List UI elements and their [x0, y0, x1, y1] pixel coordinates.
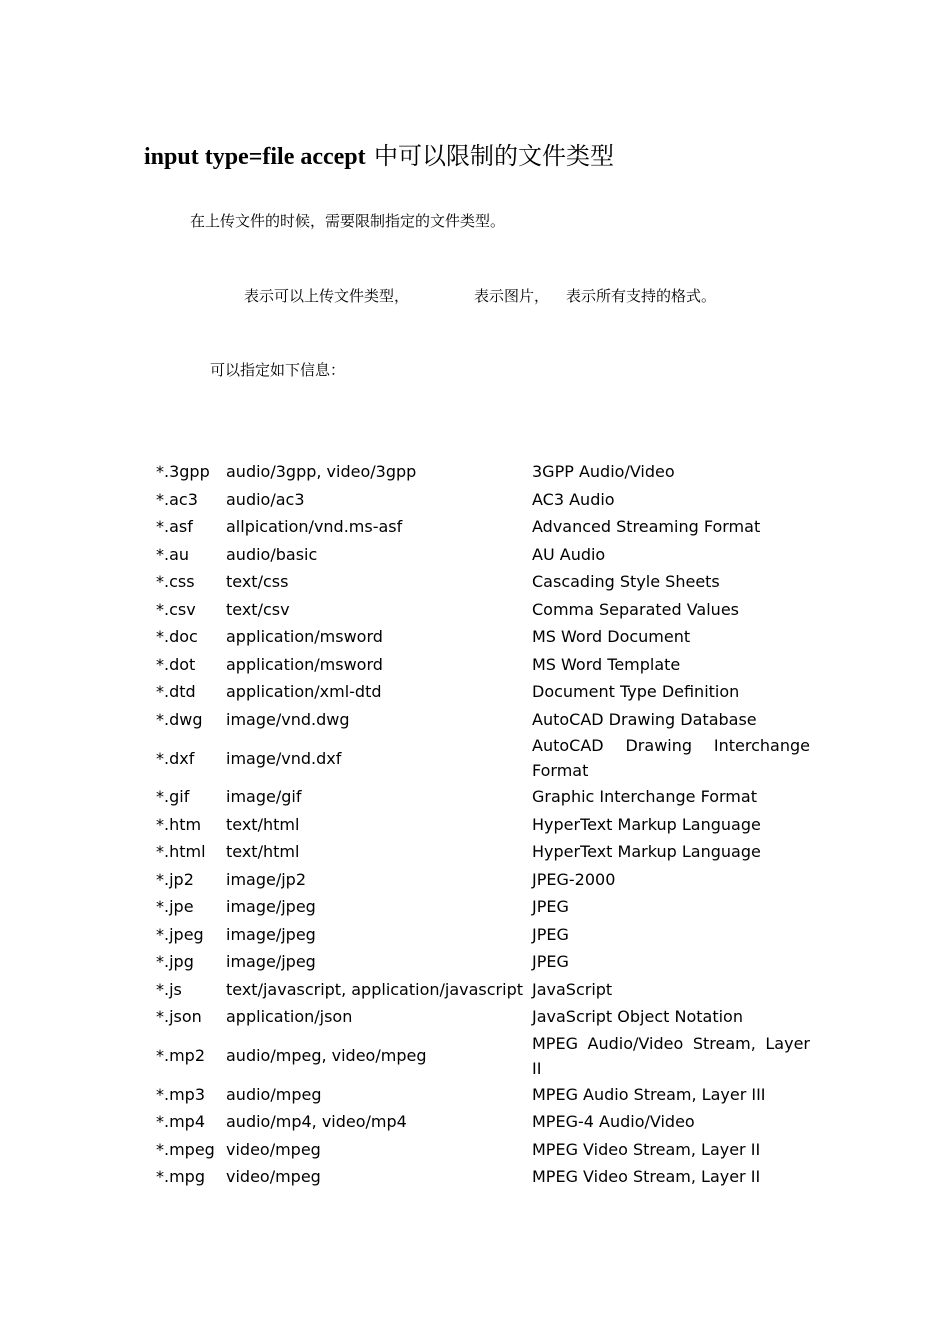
description-cell: MPEG Video Stream, Layer II [532, 1167, 761, 1187]
description-cell: JPEG [532, 952, 569, 972]
table-row [156, 513, 810, 541]
table-row [156, 921, 810, 949]
description-cell: JavaScript [532, 979, 613, 999]
description-cell: 3GPP Audio/Video [532, 462, 675, 482]
page-title [144, 136, 614, 171]
mime-type-cell: text/css [226, 572, 289, 592]
extension-cell: *.htm [156, 814, 202, 834]
table-row [156, 811, 810, 839]
note-part-2: 表示图片， [474, 287, 550, 305]
mime-type-cell: audio/ac3 [226, 489, 305, 509]
table-row [156, 1081, 810, 1109]
mime-type-cell: video/mpeg [226, 1167, 321, 1187]
description-cell: MS Word Template [532, 654, 681, 674]
description-cell: MPEG Video Stream, Layer II [532, 1139, 761, 1159]
lead-paragraph: 可以指定如下信息： [210, 361, 346, 379]
table-row [156, 783, 810, 811]
mime-type-cell: audio/mpeg, video/mpeg [226, 1046, 427, 1065]
mime-type-cell: application/xml-dtd [226, 682, 382, 702]
description-cell: JavaScript Object Notation [532, 1007, 743, 1027]
description-cell: Document Type Definition [532, 682, 740, 702]
description-cell: MPEG Audio Stream, Layer III [532, 1084, 766, 1104]
table-row [156, 568, 810, 596]
extension-cell: *.3gpp [156, 462, 210, 482]
mime-type-cell: application/json [226, 1007, 353, 1027]
mime-type-cell: audio/3gpp, video/3gpp [226, 462, 417, 482]
intro-paragraph: 在上传文件的时候，需要限制指定的文件类型。 [190, 212, 506, 230]
table-row [156, 1163, 810, 1191]
extension-cell: *.csv [156, 599, 196, 619]
extension-cell: *.jp2 [156, 869, 194, 889]
mime-type-cell: image/jpeg [226, 897, 316, 917]
mime-type-cell: text/csv [226, 599, 290, 619]
extension-cell: *.mpeg [156, 1139, 215, 1159]
title-english: input type=file accept [144, 144, 366, 170]
table-row [156, 733, 810, 783]
description-cell: JPEG [532, 924, 569, 944]
extension-cell: *.mp2 [156, 1046, 206, 1065]
table-row [156, 976, 810, 1004]
description-cell: JPEG [532, 897, 569, 917]
extension-cell: *.jpg [156, 952, 194, 972]
mime-type-cell: audio/basic [226, 544, 318, 564]
table-row [156, 866, 810, 894]
extension-cell: *.dxf [156, 748, 195, 768]
mime-type-cell: allpication/vnd.ms-asf [226, 517, 403, 537]
title-chinese: 中可以限制的文件类型 [374, 142, 615, 170]
table-row [156, 1108, 810, 1136]
extension-cell: *.jpe [156, 897, 194, 917]
table-row [156, 596, 810, 624]
description-cell: JPEG-2000 [532, 869, 616, 889]
extension-cell: *.js [156, 979, 182, 999]
extension-cell: *.json [156, 1007, 202, 1027]
extension-cell: *.mp4 [156, 1112, 206, 1132]
extension-cell: *.mp3 [156, 1084, 206, 1104]
mime-type-cell: text/html [226, 842, 300, 862]
mime-type-cell: audio/mpeg [226, 1084, 322, 1104]
description-cell: MS Word Document [532, 627, 691, 647]
description-cell: HyperText Markup Language [532, 842, 761, 862]
note-part-1: 表示可以上传文件类型， [244, 287, 410, 305]
mime-type-cell: image/jp2 [226, 869, 307, 889]
table-row [156, 458, 810, 486]
extension-cell: *.mpg [156, 1167, 205, 1187]
mime-type-cell: image/gif [226, 787, 302, 807]
table-row [156, 1031, 810, 1081]
table-row [156, 1136, 810, 1164]
mime-type-cell: application/msword [226, 627, 383, 647]
mime-type-cell: image/jpeg [226, 952, 316, 972]
description-cell: Comma Separated Values [532, 599, 739, 619]
extension-cell: *.ac3 [156, 489, 198, 509]
extension-cell: *.gif [156, 787, 190, 807]
extension-cell: *.dot [156, 654, 196, 674]
extension-cell: *.html [156, 842, 206, 862]
description-cell: Advanced Streaming Format [532, 517, 761, 537]
file-type-table-body [156, 458, 810, 1191]
mime-type-cell: image/vnd.dxf [226, 748, 342, 768]
description-cell: Graphic Interchange Format [532, 787, 757, 807]
mime-type-cell: text/javascript, application/javascript [226, 979, 524, 999]
description-cell: MPEG Audio/Video Stream, Layer II [532, 1033, 810, 1078]
description-cell: HyperText Markup Language [532, 814, 761, 834]
file-type-table [156, 458, 810, 1191]
table-row [156, 541, 810, 569]
extension-cell: *.asf [156, 517, 193, 537]
description-cell: AutoCAD Drawing Interchange Format [532, 736, 810, 780]
description-cell: AutoCAD Drawing Database [532, 709, 757, 729]
extension-cell: *.dwg [156, 709, 203, 729]
extension-cell: *.au [156, 544, 190, 564]
table-row [156, 838, 810, 866]
table-row [156, 486, 810, 514]
table-row [156, 623, 810, 651]
extension-cell: *.jpeg [156, 924, 204, 944]
mime-type-cell: video/mpeg [226, 1139, 321, 1159]
extension-cell: *.css [156, 572, 195, 592]
description-cell: AC3 Audio [532, 489, 615, 509]
mime-type-cell: text/html [226, 814, 300, 834]
mime-type-cell: application/msword [226, 654, 383, 674]
note-part-3: 表示所有支持的格式。 [566, 287, 717, 305]
mime-type-cell: image/vnd.dwg [226, 709, 350, 729]
description-cell: MPEG-4 Audio/Video [532, 1112, 695, 1132]
extension-cell: *.doc [156, 627, 198, 647]
table-row [156, 893, 810, 921]
description-cell: AU Audio [532, 544, 606, 564]
mime-type-cell: audio/mp4, video/mp4 [226, 1112, 407, 1132]
extension-cell: *.dtd [156, 682, 196, 702]
mime-type-cell: image/jpeg [226, 924, 316, 944]
description-cell: Cascading Style Sheets [532, 572, 720, 592]
table-row [156, 1003, 810, 1031]
table-row [156, 706, 810, 734]
table-row [156, 678, 810, 706]
table-row [156, 948, 810, 976]
table-row [156, 651, 810, 679]
